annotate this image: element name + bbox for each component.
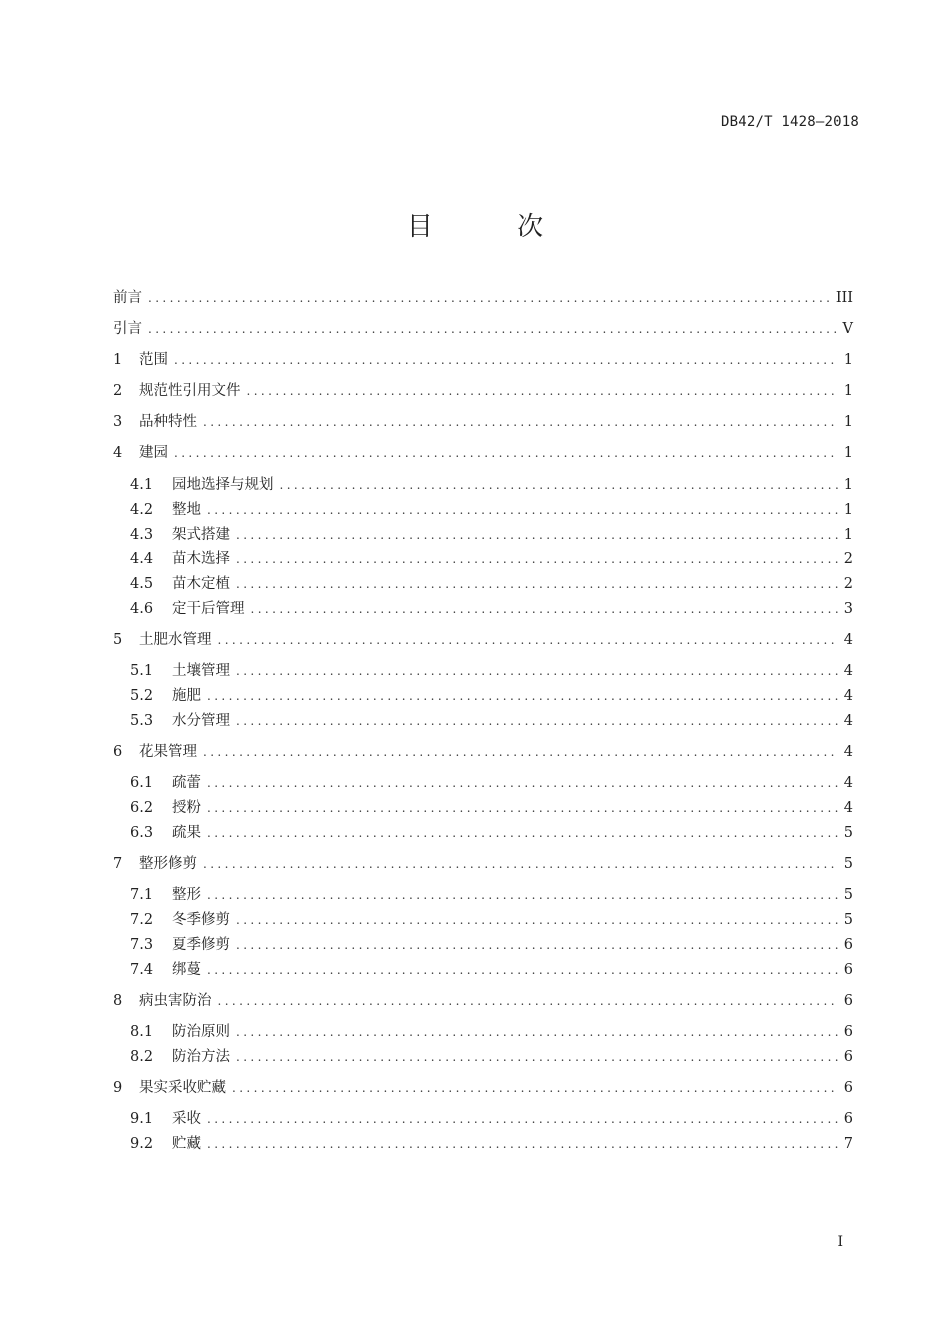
toc-dot-leader [207, 884, 838, 906]
toc-entry-page: V [842, 321, 853, 337]
toc-entry-page: 6 [843, 962, 853, 978]
toc-entry-page: 1 [843, 502, 853, 518]
toc-entry-page: 5 [843, 825, 853, 841]
toc-entry-page: 6 [843, 1111, 853, 1127]
toc-entry-number: 4 [113, 445, 123, 461]
toc-entry[interactable] [130, 959, 853, 981]
toc-entry-page: 1 [843, 414, 853, 430]
toc-dot-leader [236, 934, 838, 956]
toc-entry[interactable] [130, 1021, 853, 1043]
toc-entry[interactable] [130, 660, 853, 682]
toc-entry-title: 建园 [139, 445, 168, 461]
toc-entry-number: 4.2 [130, 502, 154, 518]
toc-entry-title: 施肥 [172, 688, 201, 704]
toc-entry-number: 7 [113, 856, 123, 872]
toc-entry[interactable] [130, 474, 853, 496]
toc-entry[interactable] [130, 822, 853, 844]
toc-dot-leader [218, 990, 838, 1012]
toc-dot-leader [203, 411, 838, 433]
toc-entry[interactable] [130, 685, 853, 707]
toc-entry-page: 4 [843, 688, 853, 704]
toc-dot-leader [218, 629, 838, 651]
toc-entry-title: 授粉 [172, 800, 201, 816]
toc-dot-leader [280, 474, 838, 496]
toc-entry-title: 园地选择与规划 [172, 477, 274, 493]
toc-entry-number: 6.1 [130, 775, 154, 791]
toc-entry-page: 2 [843, 551, 853, 567]
toc-entry-title: 防治原则 [172, 1024, 230, 1040]
toc-entry-number: 4.3 [130, 527, 154, 543]
toc-entry[interactable] [130, 1046, 853, 1068]
toc-entry-number: 4.1 [130, 477, 154, 493]
toc-entry-page: 3 [843, 601, 853, 617]
toc-entry-title: 前言 [113, 290, 142, 306]
toc-dot-leader [148, 287, 830, 309]
toc-entry-page: 2 [843, 576, 853, 592]
toc-entry-page: 4 [843, 800, 853, 816]
toc-entry-title: 范围 [139, 352, 168, 368]
toc-entry-title: 土肥水管理 [139, 632, 212, 648]
toc-entry-page: 6 [843, 1024, 853, 1040]
toc-entry-title: 整形修剪 [139, 856, 197, 872]
toc-dot-leader [236, 548, 838, 570]
toc-entry[interactable] [113, 380, 853, 402]
toc-dot-leader [236, 909, 838, 931]
toc-entry-title: 防治方法 [172, 1049, 230, 1065]
toc-entry-page: 1 [843, 352, 853, 368]
toc-entry-page: 7 [843, 1136, 853, 1152]
toc-entry-page: 6 [843, 937, 853, 953]
toc-entry-number: 6.2 [130, 800, 154, 816]
toc-dot-leader [236, 1046, 838, 1068]
toc-dot-leader [207, 959, 838, 981]
toc-entry-number: 2 [113, 383, 123, 399]
toc-entry-page: III [835, 290, 853, 306]
toc-entry-page: 1 [843, 527, 853, 543]
toc-entry[interactable] [113, 741, 853, 763]
toc-entry-number: 7.1 [130, 887, 154, 903]
toc-entry-title: 架式搭建 [172, 527, 230, 543]
toc-dot-leader [207, 822, 838, 844]
toc-entry-title: 引言 [113, 321, 142, 337]
toc-entry-title: 苗木选择 [172, 551, 230, 567]
toc-dot-leader [203, 853, 838, 875]
toc-entry-number: 7.3 [130, 937, 154, 953]
toc-entry[interactable] [130, 934, 853, 956]
toc-entry-title: 苗木定植 [172, 576, 230, 592]
toc-entry-number: 8.1 [130, 1024, 154, 1040]
toc-entry-number: 9 [113, 1080, 123, 1096]
toc-entry-title: 冬季修剪 [172, 912, 230, 928]
toc-entry-page: 1 [843, 383, 853, 399]
toc-entry-page: 5 [843, 887, 853, 903]
toc-entry-title: 疏蕾 [172, 775, 201, 791]
toc-entry-number: 6 [113, 744, 123, 760]
toc-entry-page: 6 [843, 1080, 853, 1096]
toc-dot-leader [207, 1133, 838, 1155]
document-code: DB42/T 1428—2018 [720, 114, 859, 130]
toc-entry-title: 贮藏 [172, 1136, 201, 1152]
toc-entry-page: 4 [843, 744, 853, 760]
toc-entry-number: 4.5 [130, 576, 154, 592]
toc-entry[interactable] [113, 442, 853, 464]
toc-entry-number: 4.4 [130, 551, 154, 567]
toc-dot-leader [207, 772, 838, 794]
toc-dot-leader [207, 797, 838, 819]
toc-entry-title: 采收 [172, 1111, 201, 1127]
toc-entry[interactable] [113, 349, 853, 371]
toc-dot-leader [174, 349, 838, 371]
toc-title: 目 次 [406, 212, 582, 242]
toc-entry-title: 花果管理 [139, 744, 197, 760]
toc-dot-leader [236, 573, 838, 595]
toc-dot-leader [236, 710, 838, 732]
toc-entry[interactable] [113, 411, 853, 433]
toc-entry-title: 水分管理 [172, 713, 230, 729]
toc-entry-number: 9.1 [130, 1111, 154, 1127]
toc-dot-leader [236, 524, 838, 546]
toc-entry[interactable] [113, 318, 853, 340]
toc-entry-page: 4 [843, 775, 853, 791]
toc-entry-number: 1 [113, 352, 123, 368]
toc-entry-title: 疏果 [172, 825, 201, 841]
toc-entry-number: 5.1 [130, 663, 154, 679]
toc-entry-page: 1 [843, 477, 853, 493]
toc-entry[interactable] [130, 772, 853, 794]
toc-dot-leader [232, 1077, 838, 1099]
toc-entry-title: 品种特性 [139, 414, 197, 430]
toc-dot-leader [174, 442, 838, 464]
toc-entry-number: 8 [113, 993, 123, 1009]
toc-entry-page: 1 [843, 445, 853, 461]
toc-entry-number: 7.4 [130, 962, 154, 978]
toc-entry[interactable] [113, 1077, 853, 1099]
toc-entry-page: 4 [843, 663, 853, 679]
toc-dot-leader [148, 318, 837, 340]
toc-entry[interactable] [130, 524, 853, 546]
toc-dot-leader [247, 380, 838, 402]
toc-entry-page: 4 [843, 713, 853, 729]
toc-dot-leader [207, 499, 838, 521]
toc-entry-page: 4 [843, 632, 853, 648]
toc-entry[interactable] [113, 990, 853, 1012]
toc-dot-leader [251, 598, 838, 620]
toc-entry-number: 5.2 [130, 688, 154, 704]
toc-entry-number: 3 [113, 414, 123, 430]
toc-entry-title: 绑蔓 [172, 962, 201, 978]
toc-entry-number: 5.3 [130, 713, 154, 729]
toc-entry-title: 土壤管理 [172, 663, 230, 679]
toc-entry[interactable] [113, 287, 853, 309]
toc-dot-leader [203, 741, 838, 763]
toc-dot-leader [236, 660, 838, 682]
toc-entry-number: 7.2 [130, 912, 154, 928]
toc-entry[interactable] [130, 1108, 853, 1130]
toc-entry-number: 9.2 [130, 1136, 154, 1152]
toc-entry[interactable] [130, 499, 853, 521]
toc-entry[interactable] [130, 884, 853, 906]
toc-entry-title: 果实采收贮藏 [139, 1080, 226, 1096]
toc-entry-title: 规范性引用文件 [139, 383, 241, 399]
toc-entry[interactable] [113, 853, 853, 875]
toc-dot-leader [207, 685, 838, 707]
toc-entry[interactable] [130, 797, 853, 819]
page-number: I [837, 1234, 843, 1250]
toc-dot-leader [236, 1021, 838, 1043]
toc-entry[interactable] [130, 909, 853, 931]
toc-dot-leader [207, 1108, 838, 1130]
toc-entry-number: 5 [113, 632, 123, 648]
toc-entry-title: 病虫害防治 [139, 993, 212, 1009]
toc-entry[interactable] [130, 548, 853, 570]
toc-entry-number: 8.2 [130, 1049, 154, 1065]
toc-entry[interactable] [130, 710, 853, 732]
toc-entry-title: 夏季修剪 [172, 937, 230, 953]
toc-entry-number: 6.3 [130, 825, 154, 841]
toc-entry-title: 定干后管理 [172, 601, 245, 617]
toc-entry-page: 6 [843, 993, 853, 1009]
toc-entry-page: 5 [843, 912, 853, 928]
toc-entry[interactable] [130, 1133, 853, 1155]
toc-entry-number: 4.6 [130, 601, 154, 617]
toc-entry[interactable] [130, 573, 853, 595]
toc-entry-title: 整地 [172, 502, 201, 518]
toc-entry-page: 6 [843, 1049, 853, 1065]
toc-entry-page: 5 [843, 856, 853, 872]
toc-entry[interactable] [130, 598, 853, 620]
toc-entry-title: 整形 [172, 887, 201, 903]
toc-entry[interactable] [113, 629, 853, 651]
